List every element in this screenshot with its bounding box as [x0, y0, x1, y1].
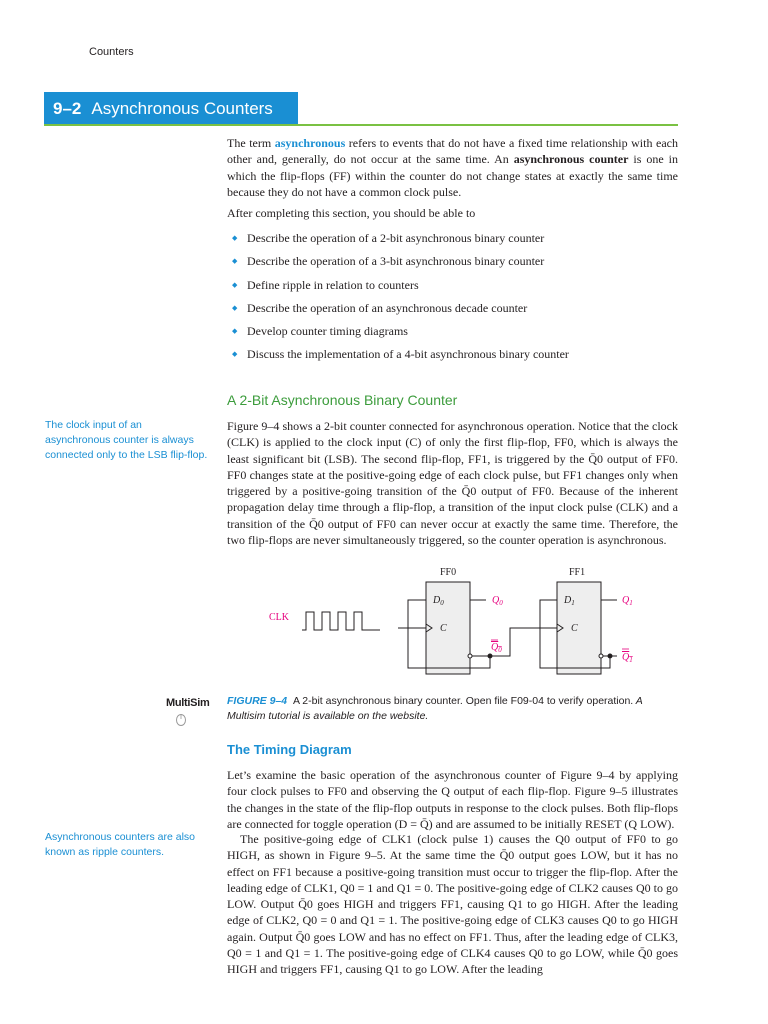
q0-label: $Q_0$ — [492, 595, 503, 607]
intro-paragraph-2: After completing this section, you should be able to — [227, 206, 476, 220]
q1-bar-label: $Q_1$ — [622, 652, 633, 664]
objectives-list — [232, 230, 569, 370]
ff0-label: FF0 — [440, 567, 457, 578]
d0-label: $D_0$ — [433, 595, 444, 607]
margin-note-lsb: The clock input of an asynchronous counter is always connected only to the LSB flip-flop. — [45, 419, 208, 461]
objective-item: ◆ Describe the operation of an asynchronous decade counter — [232, 300, 569, 316]
c1-label: C — [571, 623, 578, 634]
ff1-label: FF1 — [569, 567, 586, 578]
intro-text — [227, 135, 678, 200]
d1-label: $D_1$ — [564, 595, 575, 607]
section-title: Asynchronous Counters — [89, 93, 297, 124]
subsection-heading: A 2-Bit Asynchronous Binary Counter — [227, 392, 458, 408]
running-head: Counters — [89, 46, 134, 58]
figure-2bit-counter — [260, 562, 650, 684]
paragraph-timing-1: Let’s examine the basic operation of the asynchronous counter of Figure 9–4 by applying four clock pulses to FF0 and observing the Q output of each flip-flop. Figure 9–5 illustrates the changes in the state of the flip-flop outputs in response to the clock pulses. Both flip-flops are connected for toggle operation (D = Q̄) and are assumed to be initially RESET (Q LOW). — [227, 768, 678, 831]
clk-waveform — [302, 612, 380, 630]
paragraph-2bit-counter: Figure 9–4 shows a 2-bit counter connected for asynchronous operation. Notice that the clock (CLK) is applied to the clock input (C) of only the first flip-flop, FF0, which is always the least significant bit (LSB). The second flip-flop, FF1, is triggered by the Q̄0 output of FF0. FF0 changes state at the positive-going edge of each clock pulse, but FF1 changes only when triggered by a positive-going transition of the Q̄0 output of FF0. Because of the inherent propagation delay time through a flip-flop, a transition of the input clock pulse (CLK) and a transition of the Q̄0 output of FF0 can never occur at exactly the same time. Therefore, the two flip-flops are never simultaneously triggered, so the counter operation is asynchronous. — [227, 419, 678, 548]
figure-caption-label: FIGURE 9–4 — [227, 695, 288, 707]
intro-paragraph-1: The term asynchronous refers to events that do not have a fixed time relationship with each other and, generally, do not occur at the same time. An asynchronous counter is one in which the flip-flops (FF) within the counter do not change states at exactly the same time because they do not have a common clock pulse. — [227, 136, 679, 199]
subsection-heading-timing: The Timing Diagram — [227, 742, 352, 757]
q0-bar-label: $Q_0$ — [491, 642, 502, 654]
term-asynchronous-counter: asynchronous counter — [513, 152, 629, 167]
keyword-asynchronous: asynchronous — [274, 136, 346, 150]
margin-note-ripple: Asynchronous counters are also known as ripple counters. — [45, 831, 195, 858]
objective-item: ◆ Discuss the implementation of a 4-bit asynchronous binary counter — [232, 346, 569, 362]
c0-label: C — [440, 623, 447, 634]
clk-label: CLK — [269, 612, 289, 623]
q1-label: $Q_1$ — [622, 595, 633, 607]
section-rule — [44, 124, 678, 126]
objective-item: ◆ Describe the operation of a 2-bit asynchronous binary counter — [232, 230, 569, 246]
objective-item: ◆ Describe the operation of a 3-bit asynchronous binary counter — [232, 253, 569, 269]
mouse-icon — [175, 712, 187, 726]
objective-item: ◆ Develop counter timing diagrams — [232, 323, 569, 339]
section-number: 9–2 — [53, 98, 82, 118]
objective-item: ◆ Define ripple in relation to counters — [232, 277, 569, 293]
multisim-logo: MultiSim — [166, 697, 210, 709]
figure-caption: FIGURE 9–4 A 2-bit asynchronous binary counter. Open file F09-04 to verify operation. A Multisim tutorial is available on the website. — [227, 695, 643, 722]
paragraph-timing-2: The positive-going edge of CLK1 (clock pulse 1) causes the Q0 output of FF0 to go HIGH, as shown in Figure 9–5. At the same time the Q̄0 output goes LOW, but it has no effect on FF1 because a positive-going transition must occur to trigger the flip-flop. After the leading edge of CLK1, Q0 = 1 and Q1 = 0. The positive-going edge of CLK2 causes Q0 to go LOW. Output Q̄0 goes HIGH and triggers FF1, causing Q1 to go HIGH. After the leading edge of CLK2, Q0 = 0 and Q1 = 1. The positive-going edge of CLK3 causes Q0 to go HIGH again. Output Q̄0 goes LOW and has no effect on FF1. Thus, after the leading edge of CLK3, Q0 = 1 and Q1 = 1. The positive-going edge of CLK4 causes Q0 to go LOW, while Q̄0 goes HIGH and triggers FF1, causing Q1 to go LOW. After the leading — [227, 832, 678, 977]
section-heading — [44, 92, 298, 125]
